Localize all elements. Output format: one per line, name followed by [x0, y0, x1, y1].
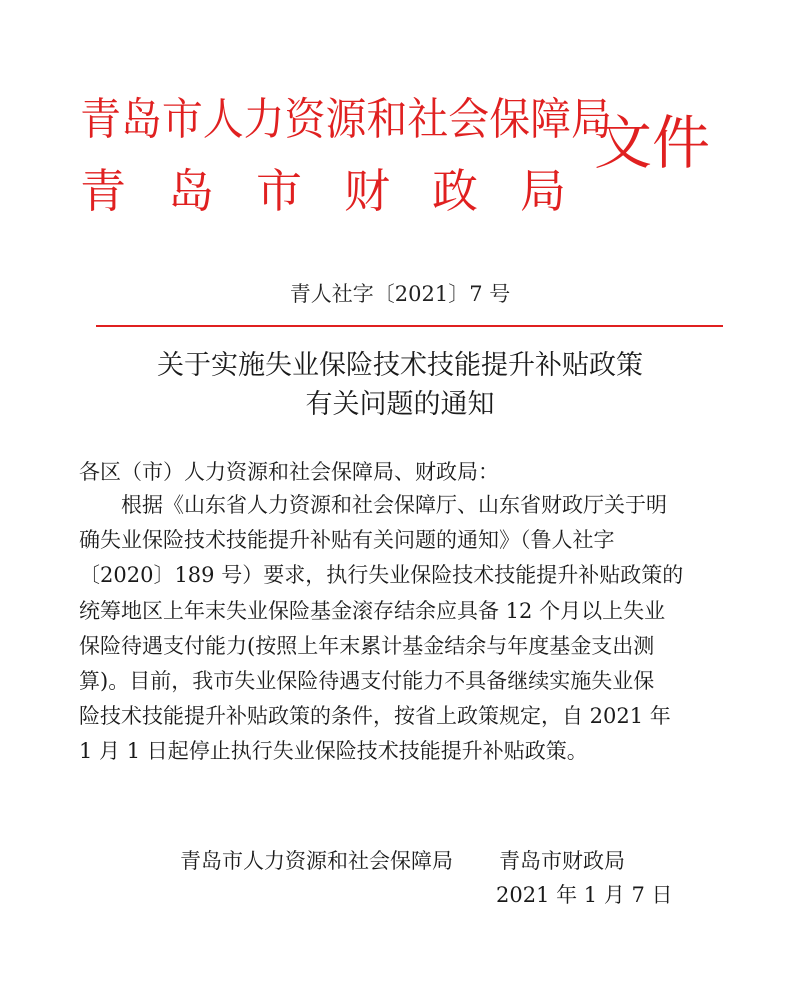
salutation: 各区（市）人力资源和社会保障局、财政局：	[79, 460, 499, 484]
body-line-5: 保险待遇支付能力(按照上年末累计基金结余与年度基金支出测	[79, 634, 655, 658]
signatory-finance-bureau: 青岛市财政局	[499, 849, 625, 873]
body-line-2: 确失业保险技术技能提升补贴有关问题的通知》（鲁人社字	[79, 528, 615, 552]
document-label: 文件	[594, 109, 711, 177]
signatories	[180, 851, 625, 872]
body-line-4: 统筹地区上年末失业保险基金滚存结余应具备 12 个月以上失业	[79, 599, 666, 623]
body-line-3: 〔2020〕189 号）要求，执行失业保险技术技能提升补贴政策的	[79, 563, 684, 587]
red-divider-line	[96, 325, 723, 327]
issuer-hrss-bureau: 青岛市人力资源和社会保障局	[80, 94, 612, 145]
signatory-hrss-bureau: 青岛市人力资源和社会保障局	[180, 849, 453, 873]
body-line-1: 根据《山东省人力资源和社会保障厅、山东省财政厅关于明	[79, 493, 667, 517]
notice-title-line-2: 有关问题的通知	[305, 389, 495, 420]
document-number: 青人社字〔2021〕7 号	[289, 282, 511, 306]
issuer-finance-bureau: 青岛市财政局	[80, 164, 608, 218]
body-line-7: 险技术技能提升补贴政策的条件，按省上政策规定，自 2021 年	[79, 704, 671, 728]
body-line-8: 1 月 1 日起停止执行失业保险技术技能提升补贴政策。	[79, 739, 588, 763]
issue-date: 2021 年 1 月 7 日	[496, 883, 673, 907]
notice-title-line-1: 关于实施失业保险技术技能提升补贴政策	[157, 350, 643, 381]
body-line-6: 算)。目前，我市失业保险待遇支付能力不具备继续实施失业保	[79, 669, 655, 693]
